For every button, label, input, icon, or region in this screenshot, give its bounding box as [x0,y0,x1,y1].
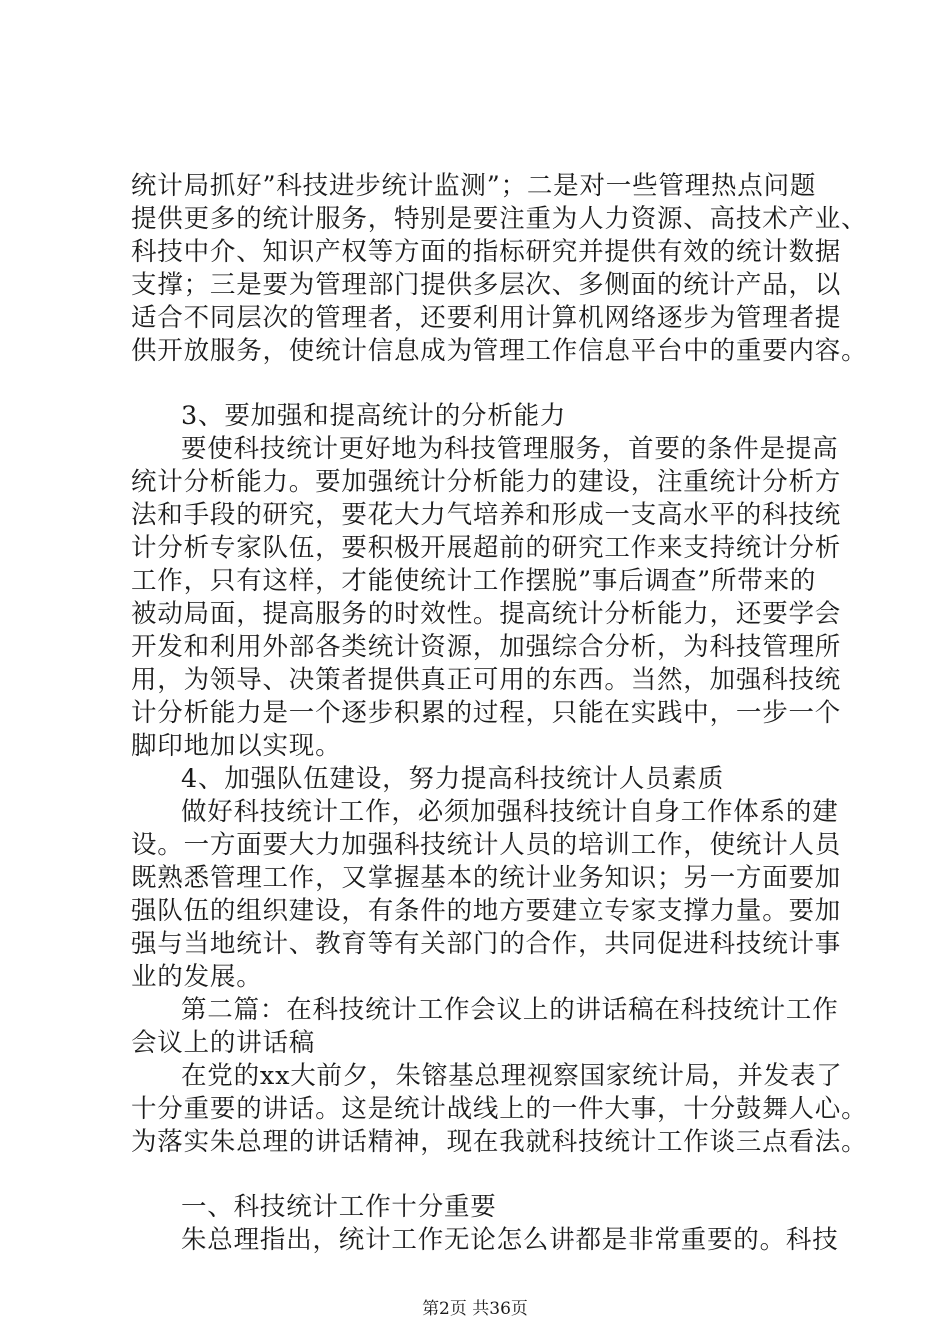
text-line: 开发和利用外部各类统计资源，加强综合分析，为科技管理所 [131,632,842,662]
text-line: 支撑；三是要为管理部门提供多层次、多侧面的统计产品，以 [131,270,842,300]
paragraph-gap [131,1159,831,1191]
text-line: 朱总理指出，统计工作无论怎么讲都是非常重要的。科技 [181,1225,839,1255]
section-heading: 3、要加强和提高统计的分析能力 [181,401,567,431]
text-line: 计分析能力是一个逐步积累的过程，只能在实践中，一步一个 [131,698,842,728]
text-line: 计分析专家队伍，要积极开展超前的研究工作来支持统计分析 [131,533,842,563]
section-heading: 4、加强队伍建设，努力提高科技统计人员素质 [181,764,725,794]
text-line: 在党的xx大前夕，朱镕基总理视察国家统计局，并发表了 [181,1061,843,1091]
text-line: 被动局面，提高服务的时效性。提高统计分析能力，还要学会 [131,599,842,629]
text-line: 强队伍的组织建设，有条件的地方要建立专家支撑力量。要加 [131,896,842,926]
text-line: 做好科技统计工作，必须加强科技统计自身工作体系的建 [181,797,839,827]
text-line: 工作，只有这样，才能使统计工作摆脱”事后调查”所带来的 [131,566,817,596]
text-line: 既熟悉管理工作，又掌握基本的统计业务知识；另一方面要加 [131,863,842,893]
text-line: 强与当地统计、教育等有关部门的合作，共同促进科技统计事 [131,929,842,959]
text-line: 统计分析能力。要加强统计分析能力的建设，注重统计分析方 [131,467,842,497]
text-line: 适合不同层次的管理者，还要利用计算机网络逐步为管理者提 [131,303,842,333]
text-line: 提供更多的统计服务，特别是要注重为人力资源、高技术产业、 [131,204,868,234]
text-line: 脚印地加以实现。 [131,731,342,761]
text-line: 设。一方面要大力加强科技统计人员的培训工作，使统计人员 [131,830,842,860]
text-line: 用，为领导、决策者提供真正可用的东西。当然，加强科技统 [131,665,842,695]
text-line: 业的发展。 [131,962,263,992]
text-line: 科技中介、知识产权等方面的指标研究并提供有效的统计数据 [131,237,842,267]
document-body [131,170,868,1257]
section-heading: 一、科技统计工作十分重要 [181,1192,497,1222]
text-line: 供开放服务，使统计信息成为管理工作信息平台中的重要内容。 [131,336,868,366]
chapter-title: 第二篇：在科技统计工作会议上的讲话稿在科技统计工作 [181,995,839,1025]
chapter-title: 会议上的讲话稿 [131,1028,316,1058]
text-line: 十分重要的讲话。这是统计战线上的一件大事，十分鼓舞人心。 [131,1094,868,1124]
text-line: 统计局抓好”科技进步统计监测”；二是对一些管理热点问题 [131,171,817,201]
text-line: 法和手段的研究，要花大力气培养和形成一支高水平的科技统 [131,500,842,530]
page-number-footer: 第2页 共36页 [422,1299,528,1319]
paragraph-gap [131,368,831,400]
text-line: 为落实朱总理的讲话精神，现在我就科技统计工作谈三点看法。 [131,1127,868,1157]
text-line: 要使科技统计更好地为科技管理服务，首要的条件是提高 [181,434,839,464]
